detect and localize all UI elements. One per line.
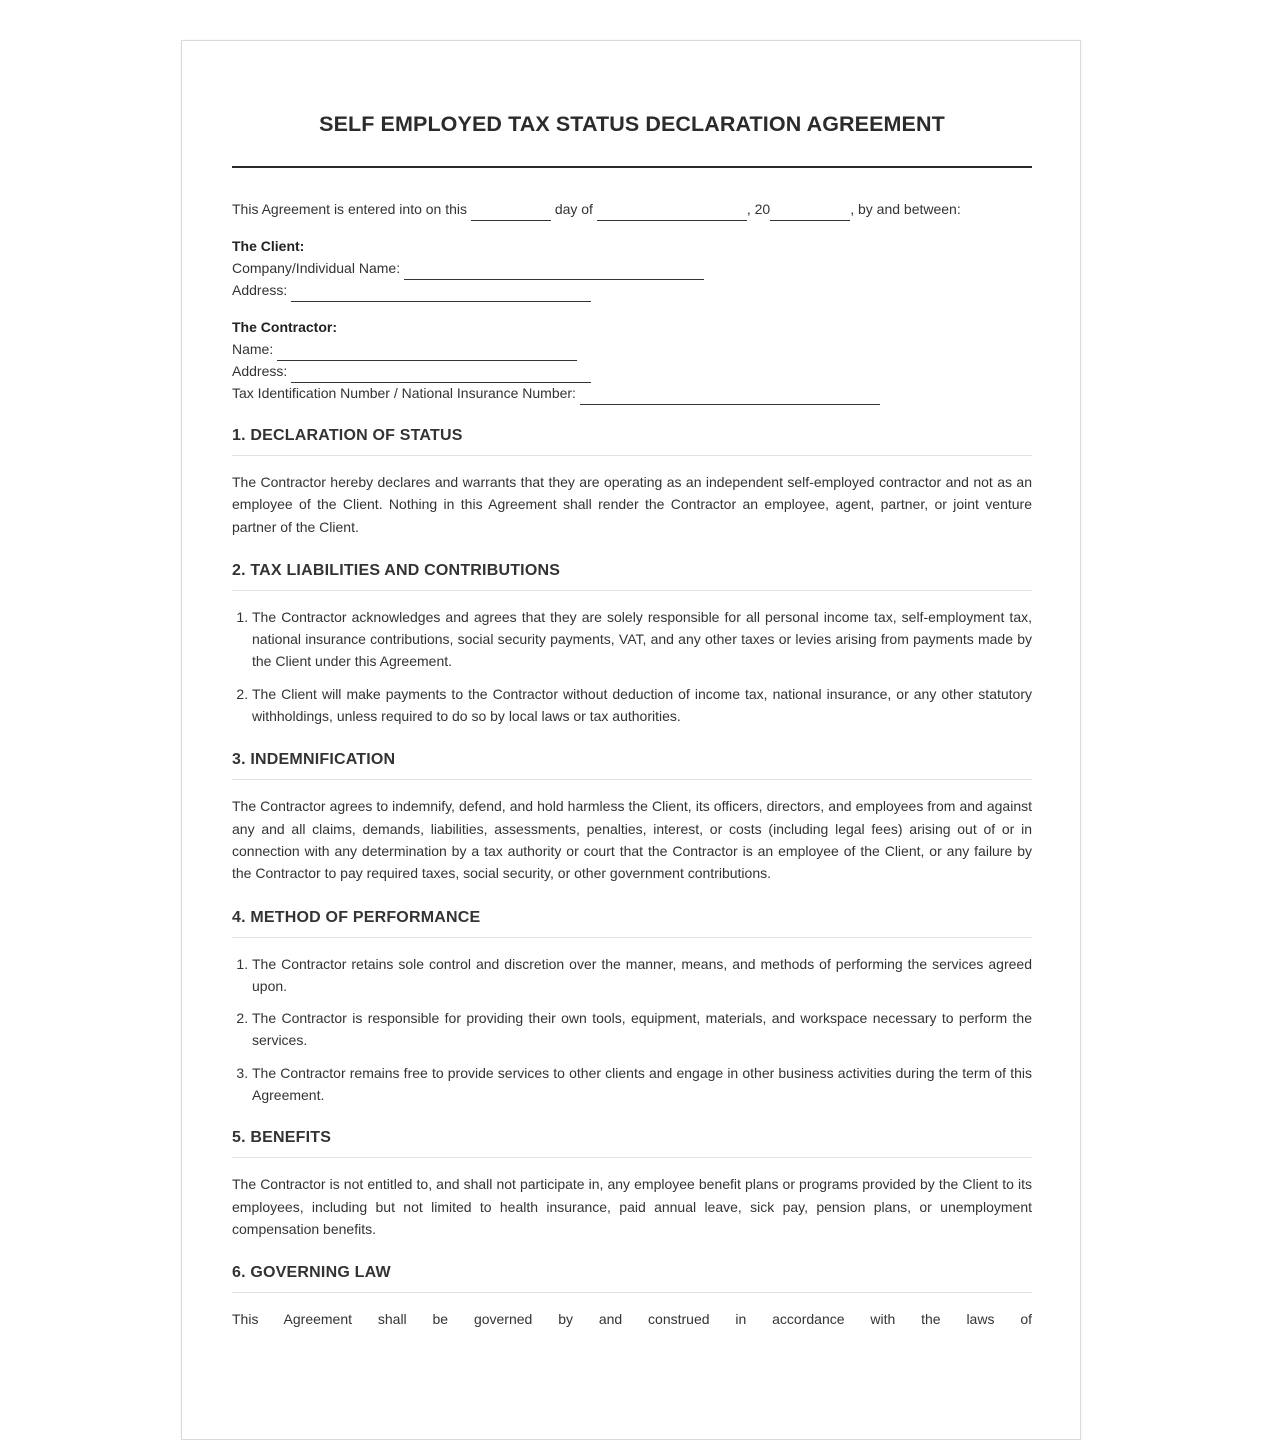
clause-list: [232, 953, 1032, 1107]
client-name-blank[interactable]: [404, 265, 704, 280]
month-blank[interactable]: [597, 206, 747, 221]
title-divider: [232, 166, 1032, 168]
clause-item: 2. The Contractor is responsible for providing their own tools, equipment, materials, and workspace necessary to perform the services.: [252, 1007, 1032, 1052]
contractor-address-label: Address:: [232, 363, 288, 379]
section-title: 2. TAX LIABILITIES AND CONTRIBUTIONS: [232, 560, 1032, 591]
contractor-name-line: [232, 338, 1032, 360]
section-title: 4. METHOD OF PERFORMANCE: [232, 907, 1032, 938]
client-block: [232, 235, 1032, 301]
section-text: The Contractor is not entitled to, and shall not participate in, any employee benefit plans or programs provided by the Client to its employees, including but not limited to health insurance, paid annual leave, sick pay, pension plans, or unemployment compensation benefits.: [232, 1176, 1032, 1237]
client-address-line: [232, 279, 1032, 301]
contractor-name-blank[interactable]: [277, 346, 577, 361]
clause-item: 2. The Client will make payments to the Contractor without deduction of income tax, national insurance, or any other statutory withholdings, unless required to do so by local laws or tax authorities.: [252, 683, 1032, 728]
section-text: The Contractor agrees to indemnify, defend, and hold harmless the Client, its officers, directors, and employees from and against any and all claims, demands, liabilities, assessments, penalties, interest, or costs (including legal fees) arising out of or in connection with any determination by a tax authority or court that the Contractor is an employee of the Client, or any failure by the Contractor to pay required taxes, social security, or other government contributions.: [232, 798, 1032, 882]
client-heading: The Client:: [232, 238, 305, 254]
clause-item: 1. The Contractor retains sole control and discretion over the manner, means, and methods of performing the services agreed upon.: [252, 953, 1032, 998]
section-title: 1. DECLARATION OF STATUS: [232, 425, 1032, 456]
section-text: The Contractor hereby declares and warrants that they are operating as an independent self-employed contractor and not as an employee of the Client. Nothing in this Agreement shall render the Contractor an employee, agent, partner, or joint venture partner of the Client.: [232, 474, 1032, 535]
intro-prefix: This Agreement is entered into on this: [232, 201, 468, 217]
contractor-name-label: Name:: [232, 341, 274, 357]
clause-item: 1. The Contractor acknowledges and agrees that they are solely responsible for all personal income tax, self-employment tax, national insurance contributions, social security payments, VAT, and any other taxes or levies arising from payments made by the Client under this Agreement.: [252, 606, 1032, 673]
document-content: [232, 41, 1032, 1331]
contractor-tax-line: [232, 382, 1032, 404]
section-method-of-performance: [232, 907, 1032, 1107]
section-title: 3. INDEMNIFICATION: [232, 749, 1032, 780]
contractor-address-blank[interactable]: [291, 368, 591, 383]
document-page: [181, 40, 1081, 1440]
clause-list: [232, 606, 1032, 727]
section-declaration: [232, 425, 1032, 538]
intro-day-of: day of: [554, 201, 593, 217]
section-benefits: [232, 1127, 1032, 1240]
client-name-line: [232, 257, 1032, 279]
intro-line: [232, 198, 1032, 220]
client-address-label: Address:: [232, 282, 288, 298]
contractor-heading: The Contractor:: [232, 319, 337, 335]
section-governing-law: [232, 1262, 1032, 1330]
client-name-label: Company/Individual Name:: [232, 260, 401, 276]
year-blank[interactable]: [770, 206, 850, 221]
section-text: This Agreement shall be governed by and construed in accordance with the laws of: [232, 1311, 1032, 1328]
contractor-block: [232, 316, 1032, 404]
section-tax-liabilities: [232, 560, 1032, 727]
client-address-blank[interactable]: [291, 287, 591, 302]
clause-item: 3. The Contractor remains free to provide services to other clients and engage in other business activities during the term of this Agreement.: [252, 1062, 1032, 1107]
intro-suffix: , by and between:: [850, 201, 961, 217]
day-blank[interactable]: [471, 206, 551, 221]
intro-year-prefix: , 20: [746, 201, 771, 217]
section-title: 5. BENEFITS: [232, 1127, 1032, 1158]
contractor-tax-blank[interactable]: [580, 390, 880, 405]
contractor-tax-label: Tax Identification Number / National Insurance Number:: [232, 385, 576, 401]
document-title: SELF EMPLOYED TAX STATUS DECLARATION AGREEMENT: [319, 112, 945, 136]
contractor-address-line: [232, 360, 1032, 382]
section-title: 6. GOVERNING LAW: [232, 1262, 1032, 1293]
section-indemnification: [232, 749, 1032, 884]
